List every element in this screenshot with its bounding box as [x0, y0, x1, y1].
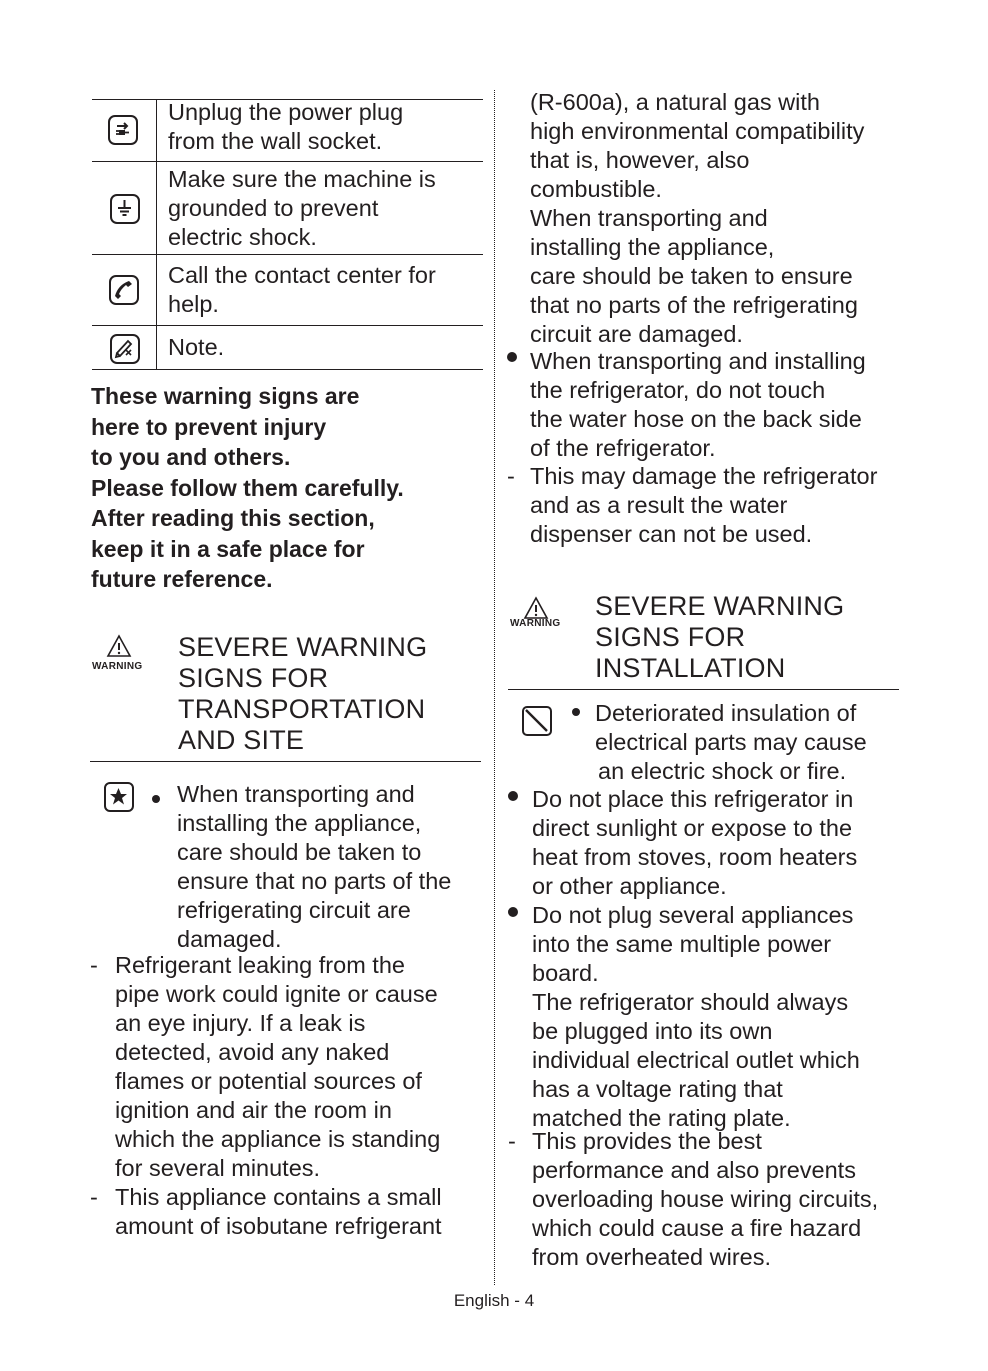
legend-text-1: Unplug the power plug from the wall socket.: [168, 99, 404, 154]
star-icon: [104, 782, 134, 812]
intro-text: These warning signs are here to prevent injury to you and others. Please follow them carefully. After reading this section, keep it in a safe place for future reference.: [91, 383, 404, 592]
right-icon-bullet-text: Deteriorated insulation of electrical parts may cause an electric shock or fire.: [595, 700, 867, 784]
right-continuation-text: (R-600a), a natural gas with high environmental compatibility that is, however, also combustible. When transporting and installing the appliance, care should be taken to ensure that no parts of the refrigerating circuit are damaged.: [530, 89, 865, 347]
warning-label: WARNING: [510, 618, 561, 629]
left-bullet-text: When transporting and installing the appliance, care should be taken to ensure that no parts of the refrigerating circuit are damaged.: [177, 781, 452, 952]
legend-text-4: Note.: [168, 334, 225, 360]
phone-icon: [109, 275, 139, 305]
right-bullet3-text: Do not plug several appliances into the same multiple power board. The refrigerator should always be plugged into its own individual electrical outlet which has a voltage rating that matched the rating plate.: [532, 902, 860, 1131]
ground-icon: [110, 194, 140, 224]
prohibited-icon: [522, 706, 552, 736]
left-dash2-text: This appliance contains a small amount of isobutane refrigerant: [115, 1184, 442, 1239]
left-dash1-text: Refrigerant leaking from the pipe work could ignite or cause an eye injury. If a leak is detected, avoid any naked flames or potential sources of ignition and air the room in which the appliance is standing for several minutes.: [115, 952, 441, 1181]
legend-text-3: Call the contact center for help.: [168, 262, 436, 317]
right-section-heading: SEVERE WARNING SIGNS FOR INSTALLATION: [595, 591, 845, 683]
right-dash2-text: This provides the best performance and also prevents overloading house wiring circuits, which could cause a fire hazard from overheated wires.: [532, 1128, 879, 1270]
right-bullet1-text: When transporting and installing the refrigerator, do not touch the water hose on the back side of the refrigerator.: [530, 348, 866, 461]
legend-text-2: Make sure the machine is grounded to prevent electric shock.: [168, 166, 436, 250]
warning-triangle-icon: [106, 634, 132, 663]
unplug-icon: [108, 115, 138, 145]
page-footer: English - 4: [453, 1291, 535, 1310]
column-divider: [494, 90, 495, 1285]
note-icon: [110, 334, 140, 364]
warning-label: WARNING: [92, 661, 143, 672]
left-section-heading: SEVERE WARNING SIGNS FOR TRANSPORTATION AND SITE: [178, 632, 428, 755]
right-dash1-text: This may damage the refrigerator and as a result the water dispenser can not be used.: [530, 463, 878, 547]
right-bullet2-text: Do not place this refrigerator in direct sunlight or expose to the heat from stoves, room heaters or other appliance.: [532, 786, 858, 899]
